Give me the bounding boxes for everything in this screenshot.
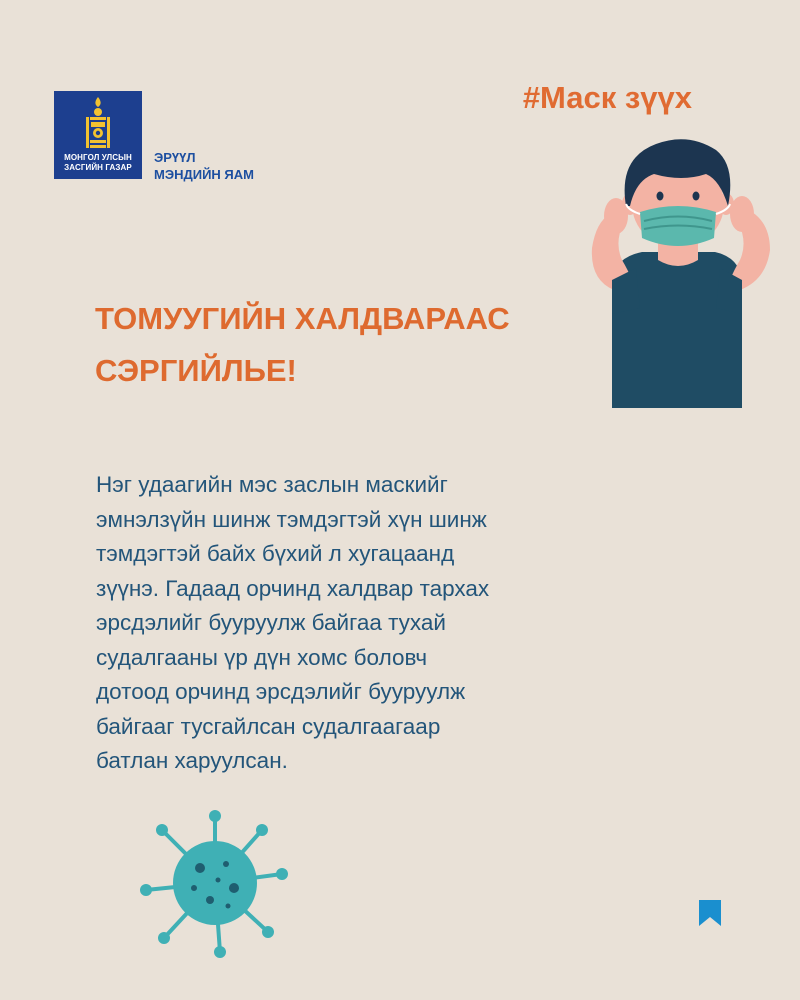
title-line-1: ТОМУУГИЙН ХАЛДВАРААС xyxy=(95,301,510,336)
virus-icon xyxy=(140,808,290,958)
body-line: эмнэлзүйн шинж тэмдэгтэй хүн шинж xyxy=(96,506,487,532)
ministry-line-2: МЭНДИЙН ЯАМ xyxy=(154,167,254,182)
body-line: байгааг тусгайлсан судалгаагаар xyxy=(96,713,441,739)
bookmark-icon[interactable] xyxy=(699,900,721,926)
body-line: судалгааны үр дүн хомс боловч xyxy=(96,644,428,670)
hashtag: #Маск зүүх xyxy=(522,80,692,115)
person-wearing-mask-icon xyxy=(570,130,785,410)
body-line: эрсдэлийг бууруулж байгаа тухай xyxy=(96,610,447,635)
ministry-line-1: ЭРҮҮЛ xyxy=(154,150,196,165)
logo-line-1: МОНГОЛ УЛСЫН xyxy=(64,153,132,162)
logo-text xyxy=(54,153,142,173)
body-line: дотоод орчинд эрсдэлийг бууруулж xyxy=(96,679,466,704)
logo-line-2: ЗАСГИЙН ГАЗАР xyxy=(64,163,132,172)
body-line: батлан харуулсан. xyxy=(96,748,288,773)
body-paragraph xyxy=(96,468,616,779)
page-title xyxy=(95,293,585,397)
title-line-2: СЭРГИЙЛЬЕ! xyxy=(95,353,297,388)
ministry-name xyxy=(154,149,254,183)
government-logo xyxy=(54,91,142,179)
body-line: зүүнэ. Гадаад орчинд халдвар тархах xyxy=(96,575,490,601)
body-line: тэмдэгтэй байх бүхий л хугацаанд xyxy=(96,541,455,566)
body-line: Нэг удаагийн мэс заслын маскийг xyxy=(96,472,448,497)
